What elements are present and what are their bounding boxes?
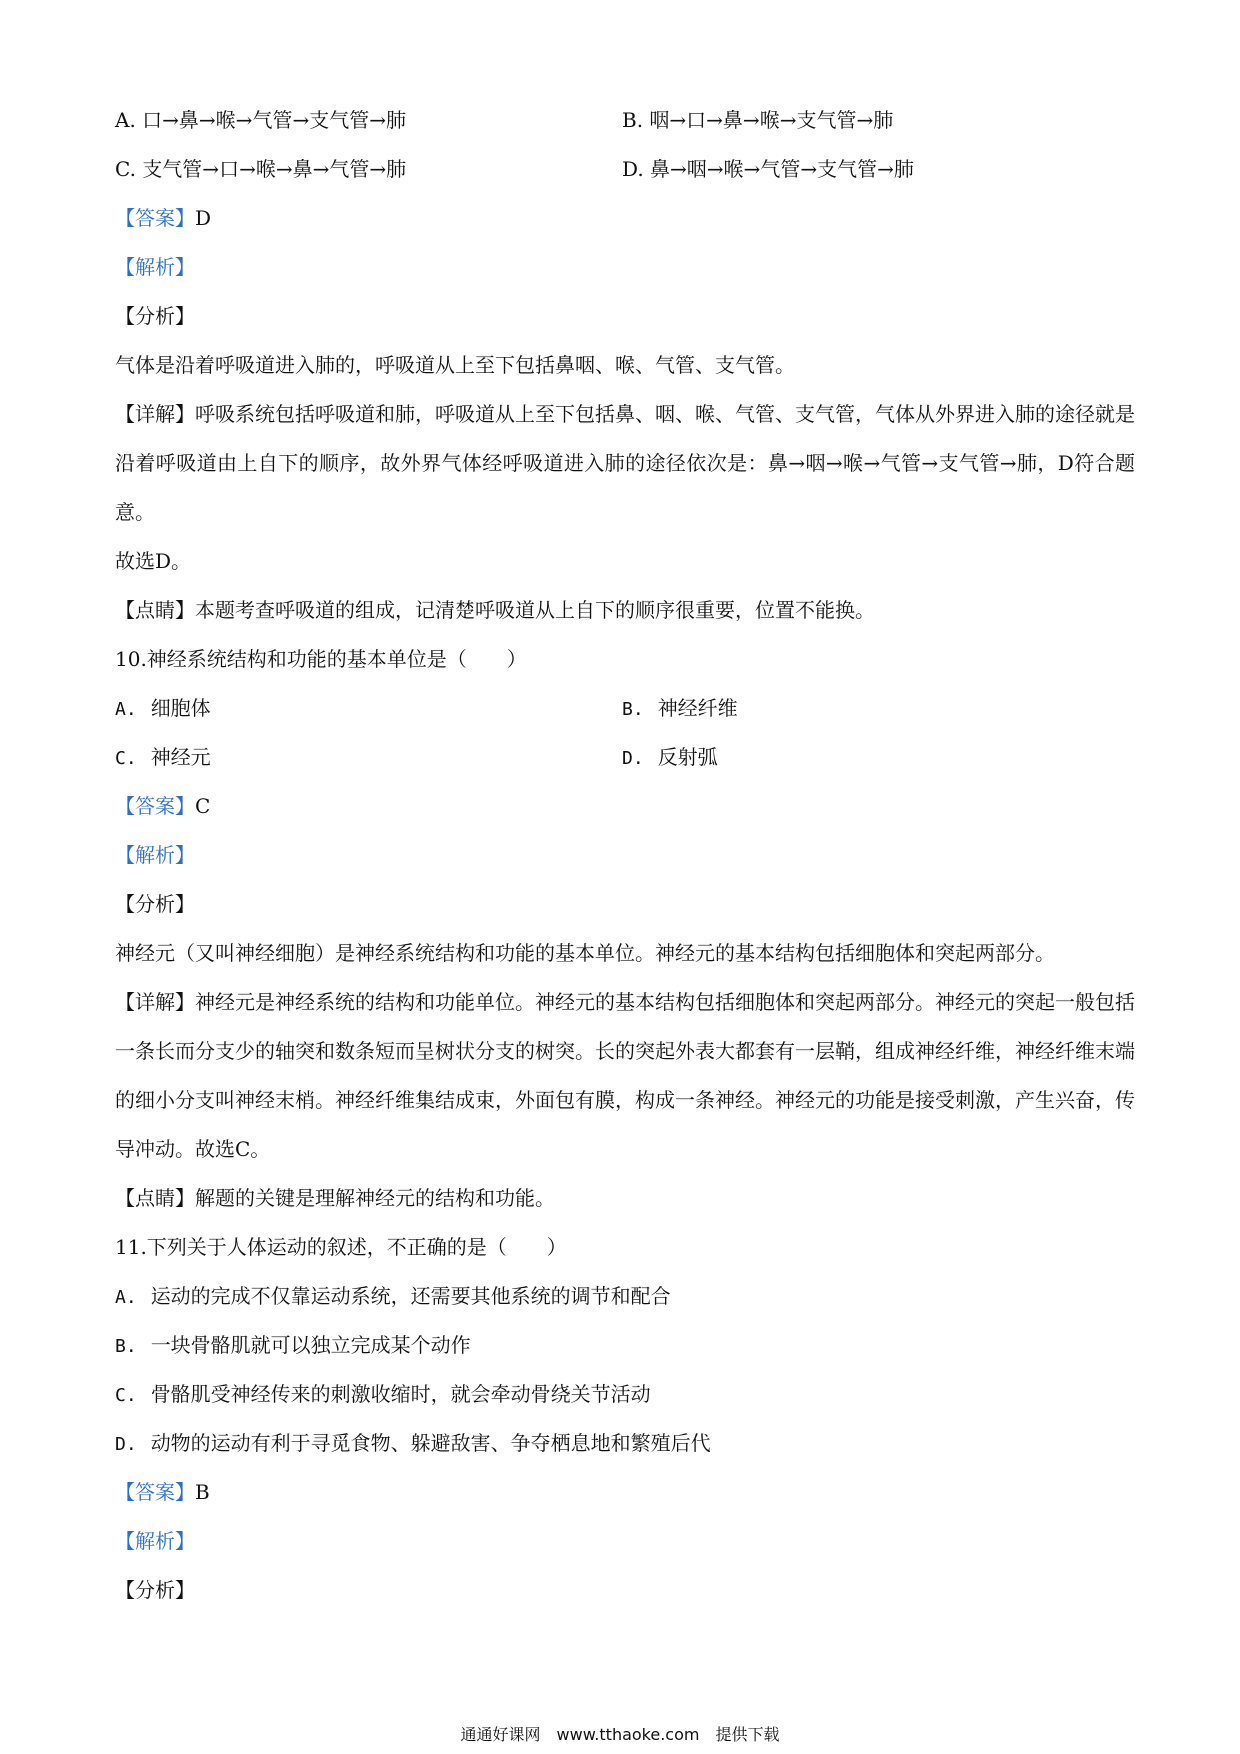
detail-text: 呼吸系统包括呼吸道和肺，呼吸道从上至下包括鼻、咽、喉、气管、支气管，气体从外界进入肺的途径就是沿着呼吸道由上自下的顺序，故外界气体经呼吸道进入肺的途径依次是：鼻→咽→喉→气管→支气管→肺，D符合题意。 [115, 402, 1135, 524]
q9-fenxi-heading [115, 292, 1135, 341]
q11-option-c [115, 1370, 1135, 1419]
option-label: D. [622, 157, 644, 181]
fenxi-tag: 【分析】 [115, 892, 195, 916]
q9-option-b [622, 96, 1129, 145]
comment-text: 解题的关键是理解神经元的结构和功能。 [195, 1186, 555, 1210]
option-label: B. [622, 699, 644, 720]
q9-fenxi-text: 气体是沿着呼吸道进入肺的，呼吸道从上至下包括鼻咽、喉、气管、支气管。 [115, 353, 795, 377]
q11-question: 11.下列关于人体运动的叙述，不正确的是（ ） [115, 1235, 567, 1259]
option-text: 鼻→咽→喉→气管→支气管→肺 [650, 157, 914, 181]
q9-comment [115, 586, 1135, 635]
option-label: C. [115, 157, 136, 181]
option-label: C. [115, 1385, 137, 1406]
q11-option-d [115, 1419, 1135, 1468]
answer-value: C [195, 794, 211, 818]
fenxi-tag: 【分析】 [115, 304, 195, 328]
q9-option-c [115, 145, 622, 194]
detail-tag: 【详解】 [115, 990, 195, 1014]
analysis-tag: 【解析】 [115, 255, 195, 279]
fenxi-tag: 【分析】 [115, 1578, 195, 1602]
q9-choose: 故选D。 [115, 549, 192, 573]
q10-options-row-2 [115, 733, 1135, 782]
q10-option-d [622, 733, 1129, 782]
option-text: 一块骨骼肌就可以独立完成某个动作 [150, 1333, 471, 1357]
option-text: 支气管→口→喉→鼻→气管→肺 [142, 157, 407, 181]
analysis-tag: 【解析】 [115, 843, 195, 867]
q11-fenxi-heading [115, 1566, 1135, 1615]
q10-answer [115, 782, 1135, 831]
q10-fenxi-heading [115, 880, 1135, 929]
q11-option-a [115, 1272, 1135, 1321]
comment-text: 本题考查呼吸道的组成，记清楚呼吸道从上自下的顺序很重要，位置不能换。 [195, 598, 875, 622]
detail-tag: 【详解】 [115, 402, 195, 426]
answer-tag: 【答案】 [115, 206, 195, 230]
option-label: B. [622, 108, 644, 132]
q10-option-b [622, 684, 1129, 733]
q11-option-b [115, 1321, 1135, 1370]
q9-options-row-2 [115, 145, 1135, 194]
option-text: 反射弧 [657, 745, 718, 769]
q9-option-a [115, 96, 622, 145]
answer-value: D [195, 206, 212, 230]
option-text: 口→鼻→喉→气管→支气管→肺 [142, 108, 406, 132]
answer-value: B [195, 1480, 210, 1504]
q10-question: 10.神经系统结构和功能的基本单位是（ ） [115, 647, 527, 671]
page-footer: 通通好课网 www.tthaoke.com 提供下载 [460, 1725, 780, 1744]
q10-fenxi-text: 神经元（又叫神经细胞）是神经系统结构和功能的基本单位。神经元的基本结构包括细胞体和突起两部分。 [115, 941, 1055, 965]
option-label: A. [115, 1287, 137, 1308]
option-text: 骨骼肌受神经传来的刺激收缩时，就会牵动骨绕关节活动 [150, 1382, 651, 1406]
q11-analysis [115, 1517, 1135, 1566]
q9-options-row-1 [115, 96, 1135, 145]
option-text: 动物的运动有利于寻觅食物、躲避敌害、争夺栖息地和繁殖后代 [150, 1431, 711, 1455]
detail-text: 神经元是神经系统的结构和功能单位。神经元的基本结构包括细胞体和突起两部分。神经元的突起一般包括一条长而分支少的轴突和数条短而呈树状分支的树突。长的突起外表大都套有一层鞘，组成神经纤维，神经纤维末端的细小分支叫神经末梢。神经纤维集结成束，外面包有膜，构成一条神经。神经元的功能是接受刺激，产生兴奋，传导冲动。故选C。 [115, 990, 1135, 1161]
option-text: 神经纤维 [657, 696, 738, 720]
option-text: 神经元 [150, 745, 211, 769]
q10-detail [115, 978, 1135, 1174]
q10-analysis [115, 831, 1135, 880]
option-label: A. [115, 699, 137, 720]
q11-answer [115, 1468, 1135, 1517]
option-label: C. [115, 748, 137, 769]
document-page [115, 96, 1135, 1615]
option-label: D. [622, 748, 644, 769]
option-label: D. [115, 1434, 137, 1455]
answer-tag: 【答案】 [115, 1480, 195, 1504]
comment-tag: 【点睛】 [115, 598, 195, 622]
option-text: 咽→口→鼻→喉→支气管→肺 [649, 108, 894, 132]
analysis-tag: 【解析】 [115, 1529, 195, 1553]
q10-comment [115, 1174, 1135, 1223]
option-text: 运动的完成不仅靠运动系统，还需要其他系统的调节和配合 [150, 1284, 671, 1308]
option-label: A. [115, 108, 136, 132]
answer-tag: 【答案】 [115, 794, 195, 818]
q10-option-a [115, 684, 622, 733]
q9-option-d [622, 145, 1129, 194]
option-text: 细胞体 [150, 696, 211, 720]
q10-options-row-1 [115, 684, 1135, 733]
q9-answer [115, 194, 1135, 243]
q9-analysis [115, 243, 1135, 292]
q9-detail [115, 390, 1135, 537]
comment-tag: 【点睛】 [115, 1186, 195, 1210]
option-label: B. [115, 1336, 137, 1357]
q10-option-c [115, 733, 622, 782]
